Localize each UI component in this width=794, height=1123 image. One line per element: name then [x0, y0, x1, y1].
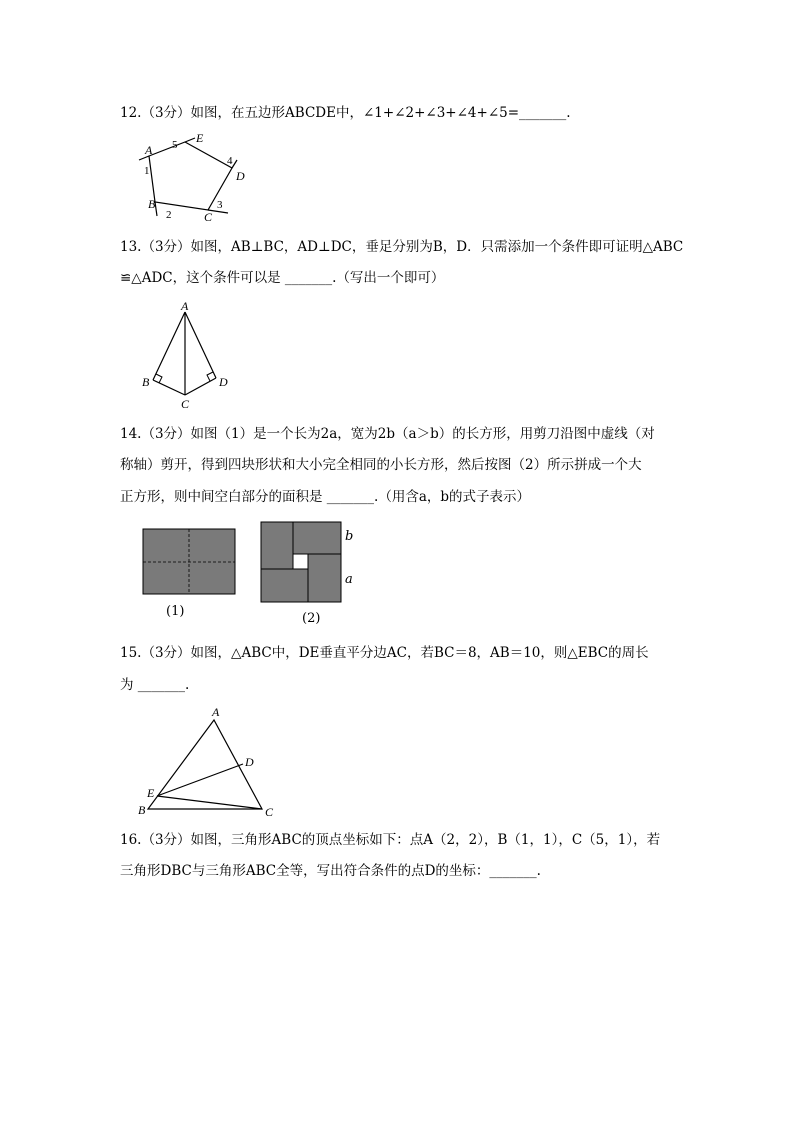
q14-rectangle-figure-1 — [142, 528, 237, 598]
q16-text-line1: 16.（3分）如图，三角形ABC的顶点坐标如下：点A（2，2），B（1，1），C（5，1），若 — [120, 832, 661, 848]
q12-angle-4: 4 — [227, 155, 233, 167]
q14-text-line3: 正方形，则中间空白部分的面积是 _______.（用含a，b的式子表示） — [120, 489, 531, 505]
q15-label-C: C — [265, 805, 274, 819]
q13-label-D: D — [219, 375, 228, 389]
q12-label-E: E — [196, 131, 204, 145]
q12-pentagon-figure — [130, 128, 255, 223]
q15-label-A: A — [212, 705, 220, 719]
q12-label-A: A — [145, 143, 153, 157]
q14-square-figure-2 — [260, 521, 345, 605]
q15-text-line1: 15.（3分）如图，△ABC中，DE垂直平分边AC，若BC＝8，AB＝10，则△EBC的周长 — [120, 645, 649, 661]
q16-text-line2: 三角形DBC与三角形ABC全等，写出符合条件的点D的坐标：_______. — [120, 863, 541, 879]
q13-text-line2: ≌△ADC，这个条件可以是 _______.（写出一个即可） — [120, 270, 445, 286]
q13-kite-figure — [138, 300, 238, 415]
q14-caption-2: (2) — [302, 611, 321, 626]
q12-angle-2: 2 — [166, 209, 172, 221]
q15-label-B: B — [138, 803, 146, 817]
q12-label-B: B — [148, 197, 156, 211]
q13-label-C: C — [181, 397, 190, 411]
q15-label-E: E — [147, 786, 155, 800]
q12-label-C: C — [204, 210, 213, 223]
q12-angle-3: 3 — [217, 199, 223, 211]
q14-label-a: a — [345, 572, 353, 587]
q14-caption-1: (1) — [166, 604, 185, 619]
q14-text-line1: 14.（3分）如图（1）是一个长为2a，宽为2b（a＞b）的长方形，用剪刀沿图中虚线（对 — [120, 426, 655, 442]
q12-angle-1: 1 — [144, 165, 150, 177]
q15-text-line2: 为 _______. — [120, 677, 190, 693]
q12-angle-5: 5 — [172, 139, 178, 151]
q14-text-line2: 称轴）剪开，得到四块形状和大小完全相同的小长方形，然后按图（2）所示拼成一个大 — [120, 457, 642, 473]
q12-text: 12.（3分）如图，在五边形ABCDE中，∠1+∠2+∠3+∠4+∠5=_______. — [120, 105, 571, 121]
q13-text-line1: 13.（3分）如图，AB⊥BC，AD⊥DC，垂足分别为B，D．只需添加一个条件即可证明△ABC — [120, 239, 684, 255]
q15-label-D: D — [245, 755, 254, 769]
q13-label-B: B — [142, 375, 150, 389]
q14-label-b: b — [345, 529, 354, 544]
q12-label-D: D — [236, 169, 245, 183]
q13-label-A: A — [181, 300, 189, 313]
q15-triangle-figure — [136, 702, 286, 822]
